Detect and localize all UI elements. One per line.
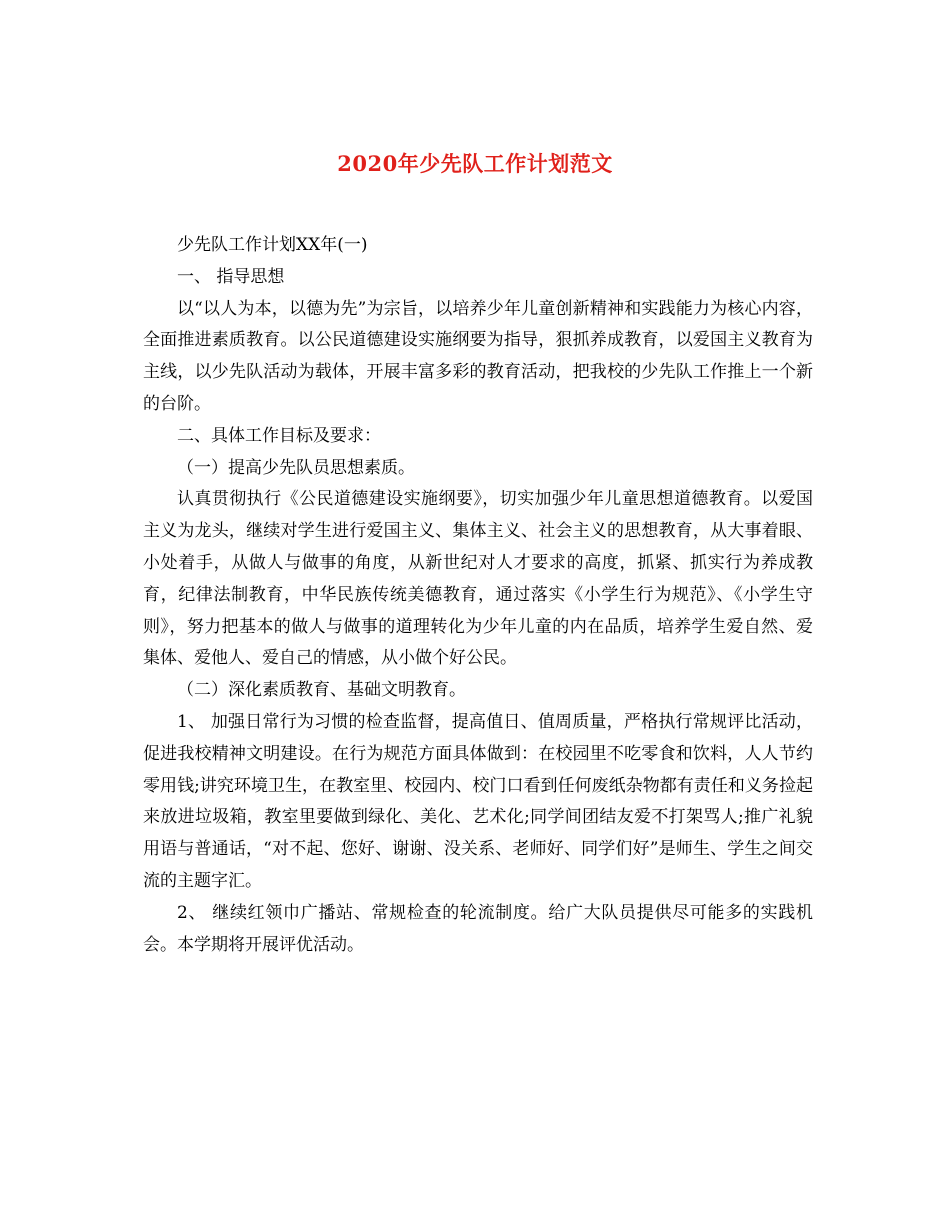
paragraph-guiding-ideology-text: 以“以人为本，以德为先”为宗旨，以培养少年儿童创新精神和实践能力为核心内容，全面推进素质教育。以公民道德建设实施纲要为指导，狠抓养成教育，以爱国主义教育为主线，以少先队活动为载体，开展丰富多彩的教育活动，把我校的少先队工作推上一个新的台阶。 — [143, 298, 813, 414]
paragraph-subsection-1: （一）提高少先队员思想素质。 — [177, 457, 415, 478]
paragraph-section-goals: 二、具体工作目标及要求： — [177, 425, 381, 446]
paragraph-item-2: 2、 继续红领巾广播站、常规检查的轮流制度。给广大队员提供尽可能多的实践机会。本学期将开展评优活动。 — [143, 902, 813, 955]
paragraph-item-1: 1、 加强日常行为习惯的检查监督，提高值日、值周质量，严格执行常规评比活动，促进我校精神文明建设。在行为规范方面具体做到：在校园里不吃零食和饮料，人人节约零用钱;讲究环境卫生，在教室里、校园内、校门口看到任何废纸杂物都有责任和义务捡起来放进垃圾箱，教室里要做到绿化、美化、艺术化;同学间团结友爱不打架骂人;推广礼貌用语与普通话，“对不起、您好、谢谢、没关系、老师好、同学们好”是师生、学生之间交流的主题字汇。 — [143, 711, 813, 891]
paragraph-section-guiding-ideology: 一、 指导思想 — [177, 266, 285, 287]
document-body — [143, 230, 813, 961]
paragraph-subsection-1-text: 认真贯彻执行《公民道德建设实施纲要》，切实加强少年儿童思想道德教育。以爱国主义为龙头，继续对学生进行爱国主义、集体主义、社会主义的思想教育，从大事着眼、小处着手，从做人与做事的角度，从新世纪对人才要求的高度，抓紧、抓实行为养成教育，纪律法制教育，中华民族传统美德教育，通过落实《小学生行为规范》、《小学生守则》，努力把基本的做人与做事的道理转化为少年儿童的内在品质，培养学生爱自然、爱集体、爱他人、爱自己的情感，从小做个好公民。 — [143, 489, 813, 669]
document-title: 2020年少先队工作计划范文 — [337, 151, 613, 176]
paragraph-plan-heading: 少先队工作计划XX年(一) — [177, 235, 368, 255]
paragraph-subsection-2: （二）深化素质教育、基础文明教育。 — [177, 680, 466, 701]
